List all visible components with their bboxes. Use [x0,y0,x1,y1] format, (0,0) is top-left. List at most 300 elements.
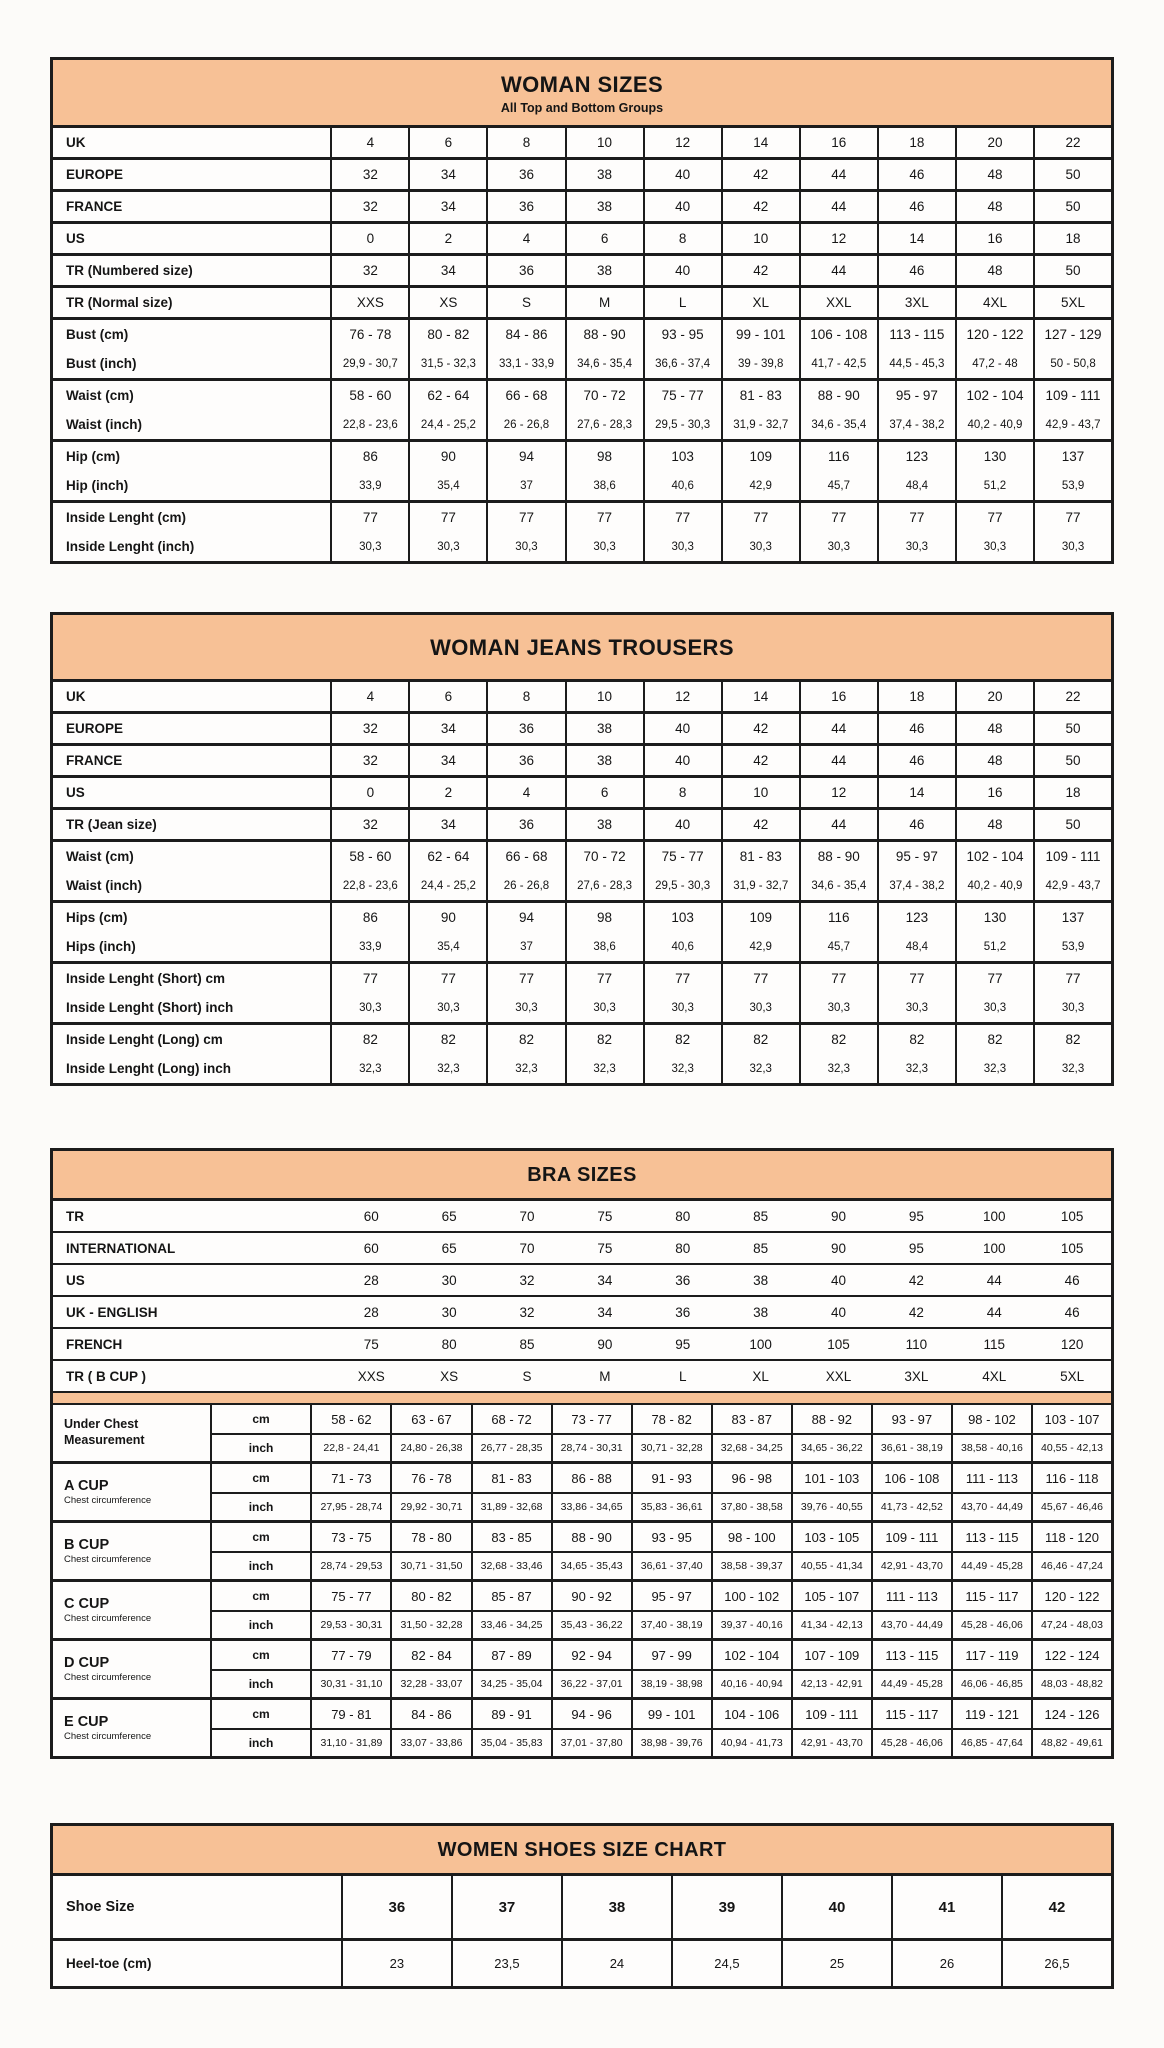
cup-label-cell [53,1641,212,1697]
size-cell: 32 [362,167,378,182]
size-cell: 98 [565,442,643,471]
size-cell: XS [440,1368,459,1384]
size-cell: 42 [721,746,799,775]
row-label: Heel-toe (cm) [53,1941,343,1986]
size-cell: 25 [781,1941,891,1986]
size-cell: 41,34 - 42,13 [791,1612,871,1638]
size-cell: 4 [486,224,564,253]
table-row [53,1329,1111,1359]
size-cell: 82 [565,1025,643,1054]
size-cell: 41,73 - 42,52 [871,1494,951,1520]
size-cell: 38,6 [565,932,643,961]
table-row [212,1405,1111,1433]
size-cell: 100 - 102 [711,1582,791,1610]
size-cell: 94 - 96 [551,1700,631,1728]
row-label: US [66,1272,85,1288]
woman-jeans-body [53,682,1111,1083]
cup-rows [212,1700,1111,1756]
table-section [53,378,1111,439]
row-label: TR (Jean size) [53,810,332,839]
size-cell: 26 [891,1941,1001,1986]
size-cell: 33,9 [359,479,382,492]
size-cell: 95 - 97 [877,381,955,410]
size-cell: 48 [955,746,1033,775]
size-cell: 48 [955,256,1033,285]
size-cell: 48 [955,714,1033,743]
size-cell: 14 [721,128,799,157]
table-row [53,532,1111,561]
size-cell: 122 - 124 [1031,1641,1111,1669]
size-cell: 36 [486,810,564,839]
divider-band [53,1391,1111,1405]
size-cell: 117 - 119 [951,1641,1031,1669]
size-cell: 10 [721,224,799,253]
table-row [212,1669,1111,1697]
size-cell: 45,28 - 46,06 [871,1730,951,1756]
unit-label: cm [212,1464,313,1492]
table-row [53,381,1111,410]
row-label: Bust (cm) [53,320,332,349]
size-cell: 36 [675,1272,691,1288]
shoes-table [50,1823,1114,1989]
size-cell: 37 [486,471,564,500]
row-label: UK - ENGLISH [66,1304,158,1320]
unit-label: inch [212,1730,313,1756]
size-cell: 44 [799,714,877,743]
size-cell: 77 [486,503,564,532]
table-section [53,500,1111,561]
table-section [53,711,1111,743]
size-cell: 34 [597,1272,613,1288]
size-cell: 50 [1033,192,1111,221]
row-label: TR (Normal size) [53,288,332,317]
size-cell: 38,19 - 38,98 [631,1671,711,1697]
size-cell: 42,9 - 43,7 [1033,410,1111,439]
size-cell: 30,3 [799,532,877,561]
unit-label: inch [212,1671,313,1697]
size-cell: 116 [799,442,877,471]
size-cell: 50 [1033,256,1111,285]
size-cell: 38 [565,256,643,285]
size-cell: 44,49 - 45,28 [951,1553,1031,1579]
size-cell: 90 [408,903,486,932]
size-cell: 40,94 - 41,73 [711,1730,791,1756]
cup-name: C CUP [64,1596,110,1612]
size-cell: 30,3 [565,993,643,1022]
size-cell: 45,7 [799,932,877,961]
size-cell: 34,65 - 36,22 [791,1435,871,1461]
size-cell: 30,3 [721,993,799,1022]
size-cell: 42 [721,192,799,221]
size-cell: 36 [675,1304,691,1320]
size-cell: 48,4 [877,932,955,961]
size-cell: 34,6 - 35,4 [799,410,877,439]
size-cell: 37,4 - 38,2 [877,410,955,439]
size-cell: 34 [408,256,486,285]
size-cell: 90 [830,1240,846,1256]
size-cell: 27,6 - 28,3 [565,871,643,900]
table-section [53,839,1111,900]
cup-label-cell [53,1523,212,1579]
size-cell: 98 - 102 [951,1405,1031,1433]
size-cell: 36,22 - 37,01 [551,1671,631,1697]
row-label: FRENCH [66,1336,123,1352]
size-cell: 30,3 [643,532,721,561]
size-cell: 42,91 - 43,70 [791,1730,871,1756]
cup-rows [212,1464,1111,1520]
size-cell: XXS [356,295,384,310]
size-cell: 40,6 [643,471,721,500]
table-row [53,410,1111,439]
size-cell: 6 [565,778,643,807]
size-cell: 88 - 92 [791,1405,871,1433]
size-cell: 77 - 79 [331,1647,372,1663]
size-cell: 113 - 115 [871,1641,951,1669]
size-cell: 30,3 [955,993,1033,1022]
table-section [53,1231,1111,1263]
size-cell: 75 - 77 [331,1588,372,1604]
table-row [53,871,1111,900]
size-cell: 31,9 - 32,7 [721,410,799,439]
size-cell: 30,3 [1033,993,1111,1022]
size-cell: 35,4 [408,471,486,500]
size-cell: 109 - 111 [871,1523,951,1551]
table-row [53,320,1111,349]
size-cell: 42,91 - 43,70 [871,1553,951,1579]
size-cell: 116 - 118 [1031,1464,1111,1492]
size-cell: 77 [799,964,877,993]
unit-label: cm [212,1700,313,1728]
table-section [53,807,1111,839]
size-cell: 95 [908,1240,924,1256]
row-label: Inside Lenght (cm) [53,503,332,532]
size-cell: 22,8 - 23,6 [342,418,398,431]
size-cell: 34,65 - 35,43 [551,1553,631,1579]
size-cell: 77 [486,964,564,993]
size-cell: 38 [561,1876,671,1938]
table-section [53,775,1111,807]
table-row [53,160,1111,189]
size-cell: 44 [799,160,877,189]
size-cell: 38,58 - 39,37 [711,1553,791,1579]
table-row [53,1361,1111,1391]
cup-group [53,1520,1111,1579]
size-cell: 36,61 - 37,40 [631,1553,711,1579]
size-cell: 35,83 - 36,61 [631,1494,711,1520]
table-row [53,842,1111,871]
size-cell: 113 - 115 [951,1523,1031,1551]
size-cell: 44 [799,810,877,839]
size-cell: 63 - 67 [390,1405,470,1433]
size-cell: 102 - 104 [955,381,1033,410]
table-title: BRA SIZES [527,1164,637,1186]
size-cell: 75 [363,1336,379,1352]
table-section [53,1201,1111,1231]
size-cell: 32,68 - 33,46 [471,1553,551,1579]
size-cell: 42 [1001,1876,1111,1938]
size-cell: 36 [388,1898,406,1916]
size-cell: 32 [362,721,378,736]
cup-rows [212,1523,1111,1579]
cup-rows [212,1641,1111,1697]
table-section [53,1295,1111,1327]
size-cell: 37,01 - 37,80 [551,1730,631,1756]
size-cell: 4 [366,689,375,704]
size-cell: 62 - 64 [408,842,486,871]
unit-label: cm [212,1405,313,1433]
cup-name: E CUP [64,1714,109,1730]
size-cell: 106 - 108 [799,320,877,349]
size-cell: 23 [389,1956,405,1971]
size-cell: 82 [877,1025,955,1054]
size-cell: 46,06 - 46,85 [951,1671,1031,1697]
bra-sizes-table [50,1148,1114,1759]
size-cell: 106 - 108 [871,1464,951,1492]
size-cell: 32,3 [486,1054,564,1083]
size-cell: 30,3 [643,993,721,1022]
size-cell: 39,76 - 40,55 [791,1494,871,1520]
size-cell: 14 [721,682,799,711]
size-cell: 100 [749,1336,772,1352]
size-cell: 41,7 - 42,5 [799,349,877,378]
size-cell: 26,77 - 28,35 [471,1435,551,1461]
size-cell: 60 [363,1208,379,1224]
cup-subname: Chest circumference [64,1672,152,1683]
size-cell: 40,2 - 40,9 [955,410,1033,439]
size-cell: 58 - 60 [349,388,392,403]
table-row [53,1054,1111,1083]
size-cell: 96 - 98 [711,1464,791,1492]
size-cell: 50 [1033,810,1111,839]
size-cell: XS [408,288,486,317]
size-cell: 103 [643,442,721,471]
size-cell: 5XL [1060,1368,1085,1384]
size-cell: 30,3 [799,993,877,1022]
size-cell: M [599,1368,611,1384]
size-cell: 76 - 78 [349,327,392,342]
size-cell: 36 [486,714,564,743]
size-cell: 22 [1033,128,1111,157]
table-row [53,503,1111,532]
size-cell: 75 [597,1208,613,1224]
size-cell: 45,67 - 46,46 [1031,1494,1111,1520]
size-cell: 119 - 121 [951,1700,1031,1728]
row-label: Hips (inch) [53,932,332,961]
table-section [53,317,1111,378]
size-cell: 110 [905,1336,928,1352]
size-cell: 40 [643,714,721,743]
table-section [53,221,1111,253]
size-cell: 31,89 - 32,68 [471,1494,551,1520]
table-title: WOMAN SIZES [500,72,664,97]
size-cell: 22,8 - 23,6 [342,879,398,892]
cup-name: A CUP [64,1478,109,1494]
size-cell: 37 [486,932,564,961]
size-cell: 48,82 - 49,61 [1031,1730,1111,1756]
size-cell: 30,3 [486,993,564,1022]
cup-group [53,1405,1111,1461]
size-cell: 42 [721,160,799,189]
size-cell: 95 [908,1208,924,1224]
size-cell: 137 [1033,903,1111,932]
size-cell: 130 [955,442,1033,471]
size-cell: 37 [451,1876,561,1938]
size-cell: 32 [362,199,378,214]
size-cell: 109 [721,903,799,932]
size-cell: 18 [1033,778,1111,807]
size-cell: 77 [799,503,877,532]
size-cell: 105 - 107 [791,1582,871,1610]
table-row [212,1700,1111,1728]
cup-group [53,1579,1111,1638]
size-cell: 51,2 [955,932,1033,961]
size-cell: 113 - 115 [877,320,955,349]
table-row [212,1641,1111,1669]
table-subtitle: All Top and Bottom Groups [500,101,664,115]
size-cell: 70 - 72 [565,381,643,410]
size-cell: 40 [643,746,721,775]
size-cell: 66 - 68 [486,842,564,871]
size-cell: 81 - 83 [471,1464,551,1492]
size-cell: 33,46 - 34,25 [471,1612,551,1638]
size-cell: S [486,288,564,317]
cup-rows [212,1582,1111,1638]
size-cell: 85 - 87 [471,1582,551,1610]
size-cell: 32 [519,1272,535,1288]
size-cell: 32 [519,1304,535,1320]
size-cell: 30 [441,1272,457,1288]
size-cell: 75 - 77 [643,381,721,410]
size-cell: 93 - 95 [631,1523,711,1551]
size-cell: 53,9 [1033,471,1111,500]
size-cell: 87 - 89 [471,1641,551,1669]
size-cell: 16 [955,224,1033,253]
size-cell: 81 - 83 [721,842,799,871]
size-cell: 16 [799,682,877,711]
table-section [53,1876,1111,1938]
size-cell: 130 [955,903,1033,932]
size-cell: 40,6 [643,932,721,961]
size-cell: 33,07 - 33,86 [390,1730,470,1756]
row-label: INTERNATIONAL [66,1240,176,1256]
size-cell: 44 [799,192,877,221]
shoes-header [53,1826,1111,1876]
size-cell: 115 - 117 [871,1700,951,1728]
size-cell: 66 - 68 [486,381,564,410]
size-cell: 40,55 - 42,13 [1031,1435,1111,1461]
size-cell: 50 [1033,746,1111,775]
size-cell: 10 [565,128,643,157]
table-row [53,128,1111,157]
size-cell: 46 [1064,1304,1080,1320]
size-cell: 88 - 90 [565,320,643,349]
size-cell: 41 [891,1876,1001,1938]
size-cell: XL [752,1368,769,1384]
size-cell: 44,49 - 45,28 [871,1671,951,1697]
size-cell: 85 [753,1208,769,1224]
size-cell: 88 - 90 [551,1523,631,1551]
cup-name: D CUP [64,1655,110,1671]
size-cell: 47,24 - 48,03 [1031,1612,1111,1638]
size-cell: 32,3 [799,1054,877,1083]
size-cell: 99 - 101 [631,1700,711,1728]
size-cell: 36 [486,160,564,189]
size-cell: 115 [983,1336,1005,1352]
cup-name: B CUP [64,1537,110,1553]
cup-label-cell [53,1405,212,1461]
size-cell: 77 [408,964,486,993]
size-cell: 109 - 111 [1033,381,1111,410]
table-row [53,1233,1111,1263]
size-cell: 120 - 122 [1031,1582,1111,1610]
size-cell: 40 [643,160,721,189]
size-cell: 36 [486,192,564,221]
size-cell: 88 - 90 [799,842,877,871]
size-cell: 77 [408,503,486,532]
size-cell: 70 [519,1240,535,1256]
size-cell: 6 [408,682,486,711]
size-cell: 32,3 [408,1054,486,1083]
row-label: Waist (inch) [53,871,332,900]
cup-group [53,1697,1111,1756]
size-cell: 32,3 [877,1054,955,1083]
size-cell: 48 [955,192,1033,221]
table-section [53,1022,1111,1083]
woman-sizes-table [50,57,1114,564]
size-cell: 48,4 [877,471,955,500]
row-label: Shoe Size [53,1876,343,1938]
size-cell: 44,5 - 45,3 [877,349,955,378]
size-cell: 94 [486,442,564,471]
row-label: Hip (inch) [53,471,332,500]
size-cell: 79 - 81 [331,1706,372,1722]
size-cell: 43,70 - 44,49 [871,1612,951,1638]
size-cell: 93 - 95 [643,320,721,349]
size-cell: 12 [799,778,877,807]
size-cell: 75 [597,1240,613,1256]
size-cell: 42,9 [721,471,799,500]
size-cell: 44 [799,746,877,775]
size-cell: 35,43 - 36,22 [551,1612,631,1638]
size-cell: 28 [363,1304,379,1320]
size-cell: 24 [561,1941,671,1986]
size-cell: 105 [1060,1240,1084,1256]
size-cell: 38 [565,714,643,743]
size-cell: 31,5 - 32,3 [408,349,486,378]
size-cell: 109 - 111 [1033,842,1111,871]
woman-sizes-body [53,128,1111,561]
size-cell: 0 [366,785,375,800]
table-row [53,349,1111,378]
size-cell: 28 [363,1272,379,1288]
row-label: Waist (cm) [53,381,332,410]
size-cell: 30,3 [955,532,1033,561]
size-cell: 32 [362,263,378,278]
bra-sizes-header [53,1151,1111,1201]
size-cell: 84 - 86 [486,320,564,349]
table-row [53,903,1111,932]
size-cell: 10 [565,682,643,711]
size-cell: 42 [721,810,799,839]
table-section [53,743,1111,775]
size-cell: 84 - 86 [390,1700,470,1728]
size-cell: 28,74 - 29,53 [320,1560,383,1572]
size-cell: 109 [721,442,799,471]
size-cell: 80 [441,1336,457,1352]
row-label: FRANCE [53,746,332,775]
size-cell: 32,3 [359,1062,382,1075]
size-cell: 34 [408,160,486,189]
